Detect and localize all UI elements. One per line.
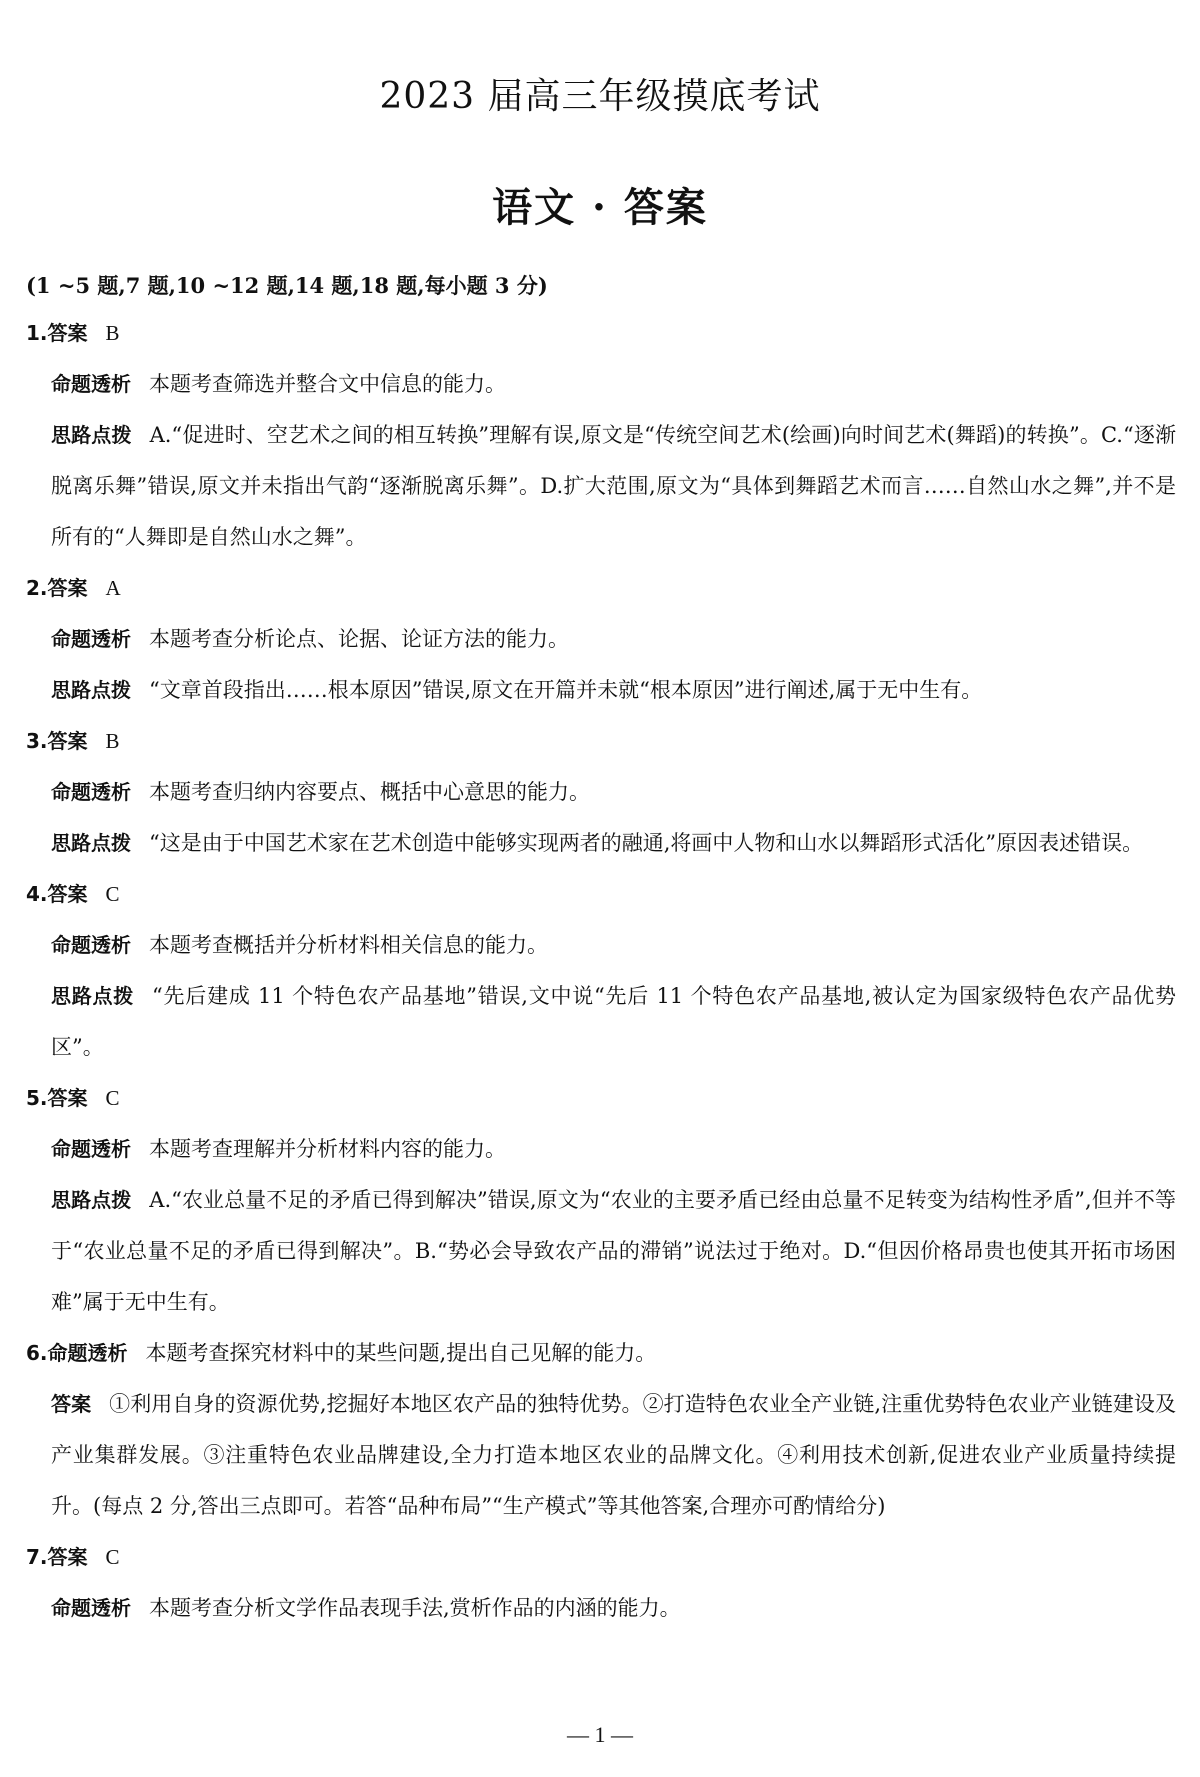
answer-label: 答案 xyxy=(47,576,88,600)
question-5 xyxy=(26,1073,1176,1328)
answer-choice: C xyxy=(105,882,120,906)
answer-choice: C xyxy=(105,1086,120,1110)
question-3-analysis xyxy=(26,767,1176,818)
hint-label: 思路点拨 xyxy=(51,984,135,1008)
page-title: 2023 届高三年级摸底考试 xyxy=(379,76,821,117)
question-1 xyxy=(26,308,1176,563)
question-number: 3. xyxy=(26,729,48,753)
question-6 xyxy=(26,1328,1176,1532)
question-5-answer-row xyxy=(26,1073,1176,1124)
question-1-hint xyxy=(26,410,1176,563)
analysis-label: 命题透析 xyxy=(51,1137,131,1161)
hint-text: “先后建成 11 个特色农产品基地”错误,文中说“先后 11 个特色农产品基地,被认定为国家级特色农产品优势区”。 xyxy=(51,984,1177,1059)
hint-text: “文章首段指出……根本原因”错误,原文在开篇并未就“根本原因”进行阐述,属于无中生有。 xyxy=(149,678,983,702)
question-3 xyxy=(26,716,1176,869)
question-4-hint xyxy=(26,971,1176,1073)
question-3-answer-row xyxy=(26,716,1176,767)
analysis-label: 命题透析 xyxy=(51,372,131,396)
question-3-hint xyxy=(26,818,1176,869)
question-5-analysis xyxy=(26,1124,1176,1175)
answer-label: 答案 xyxy=(51,1392,92,1416)
question-4 xyxy=(26,869,1176,1073)
analysis-label: 命题透析 xyxy=(47,1341,128,1365)
question-4-analysis xyxy=(26,920,1176,971)
question-number: 5. xyxy=(26,1086,48,1110)
hint-label: 思路点拨 xyxy=(51,423,132,447)
analysis-text: 本题考查概括并分析材料相关信息的能力。 xyxy=(149,933,548,957)
hint-label: 思路点拨 xyxy=(51,678,131,702)
analysis-text: 本题考查筛选并整合文中信息的能力。 xyxy=(149,372,506,396)
question-5-hint xyxy=(26,1175,1176,1328)
hint-label: 思路点拨 xyxy=(51,831,131,855)
answer-choice: B xyxy=(105,321,120,345)
analysis-text: 本题考查探究材料中的某些问题,提出自己见解的能力。 xyxy=(145,1341,657,1365)
question-7-answer-row xyxy=(26,1532,1176,1583)
analysis-label: 命题透析 xyxy=(51,933,131,957)
page-number: — 1 — xyxy=(567,1722,633,1747)
analysis-text: 本题考查分析论点、论据、论证方法的能力。 xyxy=(149,627,569,651)
scoring-note: (1 ~5 题,7 题,10 ~12 题,14 题,18 题,每小题 3 分) xyxy=(26,273,548,298)
question-2-answer-row xyxy=(26,563,1176,614)
question-4-answer-row xyxy=(26,869,1176,920)
analysis-label: 命题透析 xyxy=(51,1596,131,1620)
answer-label: 答案 xyxy=(47,729,88,753)
question-7 xyxy=(26,1532,1176,1634)
hint-text: “这是由于中国艺术家在艺术创造中能够实现两者的融通,将画中人物和山水以舞蹈形式活化”原因表述错误。 xyxy=(149,831,1144,855)
answer-label: 答案 xyxy=(47,882,88,906)
analysis-text: 本题考查归纳内容要点、概括中心意思的能力。 xyxy=(149,780,590,804)
question-number: 7. xyxy=(26,1545,48,1569)
analysis-label: 命题透析 xyxy=(51,780,131,804)
answer-content xyxy=(26,268,1176,1634)
answer-choice: C xyxy=(105,1545,120,1569)
question-1-answer-row xyxy=(26,308,1176,359)
answer-label: 答案 xyxy=(47,1086,88,1110)
question-number: 1. xyxy=(26,321,48,345)
question-number: 6. xyxy=(26,1341,48,1365)
analysis-text: 本题考查分析文学作品表现手法,赏析作品的内涵的能力。 xyxy=(149,1596,681,1620)
analysis-label: 命题透析 xyxy=(51,627,131,651)
question-number: 4. xyxy=(26,882,48,906)
answer-text: ①利用自身的资源优势,挖掘好本地区农产品的独特优势。②打造特色农业全产业链,注重优势特色农业产业链建设及产业集群发展。③注重特色农业品牌建设,全力打造本地区农业的品牌文化。④利用技术创新,促进农业产业质量持续提升。(每点 2 分,答出三点即可。若答“品种布局”“生产模式”等其他答案,合理亦可酌情给分) xyxy=(51,1392,1176,1518)
hint-label: 思路点拨 xyxy=(51,1188,132,1212)
hint-text: A.“农业总量不足的矛盾已得到解决”错误,原文为“农业的主要矛盾已经由总量不足转变为结构性矛盾”,但并不等于“农业总量不足的矛盾已得到解决”。B.“势必会导致农产品的滞销”说法过于绝对。D.“但因价格昂贵也使其开拓市场困难”属于无中生有。 xyxy=(51,1188,1176,1314)
question-6-analysis xyxy=(26,1328,1176,1379)
question-number: 2. xyxy=(26,576,48,600)
answer-choice: B xyxy=(105,729,120,753)
answer-choice: A xyxy=(105,576,121,600)
question-2-hint xyxy=(26,665,1176,716)
page-subtitle: 语文 · 答案 xyxy=(492,184,708,231)
answer-label: 答案 xyxy=(47,1545,88,1569)
answer-label: 答案 xyxy=(47,321,88,345)
question-7-analysis xyxy=(26,1583,1176,1634)
hint-text: A.“促进时、空艺术之间的相互转换”理解有误,原文是“传统空间艺术(绘画)向时间艺术(舞蹈)的转换”。C.“逐渐脱离乐舞”错误,原文并未指出气韵“逐渐脱离乐舞”。D.扩大范围,原文为“具体到舞蹈艺术而言……自然山水之舞”,并不是所有的“人舞即是自然山水之舞”。 xyxy=(51,423,1176,549)
analysis-text: 本题考查理解并分析材料内容的能力。 xyxy=(149,1137,506,1161)
question-2 xyxy=(26,563,1176,716)
question-2-analysis xyxy=(26,614,1176,665)
question-6-answer xyxy=(26,1379,1176,1532)
question-1-analysis xyxy=(26,359,1176,410)
